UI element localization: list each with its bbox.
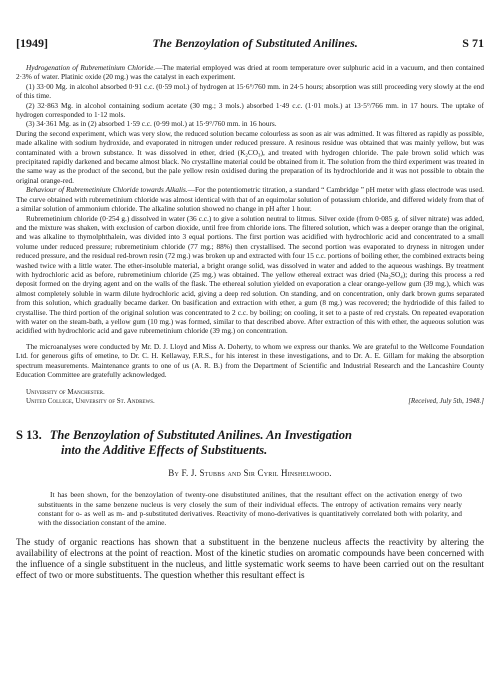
signoff <box>16 388 484 406</box>
previous-paper-continuation <box>16 63 484 379</box>
body-paragraph: The study of organic reactions has shown that a substituent in the benzene nucleus affects the reactivity by altering the availability of electrons at the point of reaction. Most of the kinetic studies on aromatic compounds have been concerned with the influence of a single substituent in the nucleus, and little systematic work seems to have been carried out on the resultant effect of two or more substituents. The question whether this resultant effect is <box>16 536 484 581</box>
affiliation-1: University of Manchester. <box>26 388 105 397</box>
alkalis-heading: Behaviour of Rubremetinium Chloride towards Alkalis. <box>26 185 188 195</box>
hydrogenation-item-1: (1) 33·00 Mg. in alcohol absorbed 0·91 c.c. (0·59 mol.) of hydrogen at 15·6°/760 mm. in 24·5 hours; absorption was still proceeding very slowly at the end of this time. <box>16 81 484 101</box>
paper-authors: By F. J. Stubbs and Sir Cyril Hinshelwood. <box>168 468 332 479</box>
paper-title: The Benzoylation of Substituted Anilines. An Investigation <box>49 428 352 443</box>
abstract-text: It has been shown, for the benzoylation of twenty-one disubstituted anilines, that the resultant effect on the activation energy of two substituents in the same benzene nucleus is very closely the sum of their individual effects. The entropy of activation remains very nearly constant for o- as well as m- and p-substituted derivatives. Reactivity of mono-derivatives is quantitatively correlated both with polarity, and with the dissociation constant of the amine. <box>38 490 462 528</box>
affiliation-2: United College, University of St. Andrews. <box>26 397 155 406</box>
journal-year: [1949] <box>16 36 48 50</box>
hydrogenation-paragraph <box>16 63 484 82</box>
rubremetinium-paragraph: Rubremetinium chloride (0·254 g.) dissolved in water (36 c.c.) to give a solution neutral to litmus. Silver oxide (from 0·085 g. of silver nitrate) was added, and the mixture was shaken, with exclusion of carbon dioxide, until free from chloride ions. The filtered solution, which was a deeper orange than the original, and was alkaline to thymolphthalein, was divided into 3 equal portions. The first portion was acidified with hydrochloric acid and concentrated to a small volume under reduced pressure; rubremetinium chloride (77 mg.; 88%) then crystallised. The second portion was evaporated to dryness in nitrogen under reduced pressure, and the residual red-brown resin (72 mg.) was broken up and extracted with four 15 c.c. portions of boiling ether, the combined extracts being washed twice with a little water. The ether-insoluble material, a bright orange solid, was dissolved in water and added to the aqueous washings. By treatment with hydrochloric acid as before, rubremetinium chloride (25 mg.) was obtained. The yellow ethereal extract was dried (Na₂SO₄); during this process a red deposit formed on the drying agent and on the walls of the flask. The ethereal solution yielded on evaporation a clear orange-yellow gum (39 mg.), which was almost completely soluble in warm dilute hydrochloric acid, giving a deep red solution. On standing, and on concentration, only dark brown gums separated from this solution, which gradually became darker. On basification and extraction with ether, a gum (8 mg.) was recovered; the hydriodide of this failed to crystallise. The third portion of the original solution was concentrated to 2 c.c. by boiling; on cooling, it set to a paste of red crystals. On repeated evaporation with water on the steam-bath, a yellow gum (10 mg.) was formed, similar to that described above. After extraction of this with ether, the aqueous solution was acidified with hydrochloric acid and gave rubremetinium chloride (39 mg.) on concentration. <box>16 213 484 336</box>
hydrogenation-item-2: (2) 32·863 Mg. in alcohol containing sodium acetate (30 mg.; 3 mols.) absorbed 1·49 c.c. (1·01 mols.) at 13·5°/766 mm. in 17 hours. The uptake of hydrogen corresponded to 1·12 mols. <box>16 100 484 120</box>
hydrogenation-item-3: (3) 34·361 Mg. as in (2) absorbed 1·59 c.c. (0·99 mol.) at 15·9°/760 mm. in 16 hours. <box>26 119 277 129</box>
signoff-row <box>16 397 484 406</box>
hydrogenation-heading: Hydrogenation of Rubremetinium Chloride. <box>26 63 156 72</box>
hydrogenation-continuation: During the second experiment, which was very slow, the reduced solution became colourless as soon as air was admitted. It was filtered as rapidly as possible, made alkaline with sodium hydroxide, and evaporated in nitrogen under reduced pressure. A resinous residue was obtained that was mainly yellow, but was contaminated with a brown substance. It was dissolved in ether, dried (K₂CO₃), and treated with hydrogen chloride. The pale brown solid which was precipitated rapidly darkened and became almost black. No crystalline material could be obtained from it. The solution from the third experiment was treated in the same way as the product of the second, but the pale yellow resin oxidised during the preparation of its hydrochloride and it was not possible to obtain the original orange-red. <box>16 128 484 185</box>
alkalis-paragraph <box>16 185 484 213</box>
paper-heading <box>16 428 484 458</box>
acknowledgment-paragraph: The microanalyses were conducted by Mr. D. J. Lloyd and Miss A. Doherty, to whom we express our thanks. We are grateful to the Wellcome Foundation Ltd. for generous gifts of emetine, to Dr. C. H. Kellaway, F.R.S., for his interest in these investigations, and to Dr. A. E. Gillam for making the absorption spectrum measurements. Maintenance grants to one of us (A. R. B.) from the Department of Scientific and Industrial Research and the Lancashire County Education Committee are gratefully acknowledged. <box>16 341 484 379</box>
received-date: [Received, July 5th, 1948.] <box>408 397 484 406</box>
running-title: The Benzoylation of Substituted Anilines. <box>152 36 358 50</box>
paper-number: S 13. <box>16 428 42 443</box>
alkalis-text: —For the potentiometric titration, a standard “ Cambridge ” pH meter with glass electrode was used. The curve obtained with rubremetinium chloride was almost identical with that of an equimolar solution of potassium chloride, and differed widely from that of a similar solution of ammonium chloride. The alkaline solution showed no change in pH after 1 hour. <box>16 185 484 214</box>
hydrogenation-text: —The material employed was dried at room temperature over sulphuric acid in a vacuum, and then contained 2·3% of water. Platinic oxide (20 mg.) was the catalyst in each experiment. <box>16 63 485 82</box>
paper-title-line-1 <box>16 428 484 443</box>
paper-abstract <box>38 490 462 527</box>
page-number: S 71 <box>462 36 484 50</box>
paper-body <box>16 537 484 582</box>
running-head <box>16 36 484 51</box>
paper-title-line-2: into the Additive Effects of Substituents. <box>61 443 268 458</box>
journal-page <box>16 0 484 679</box>
